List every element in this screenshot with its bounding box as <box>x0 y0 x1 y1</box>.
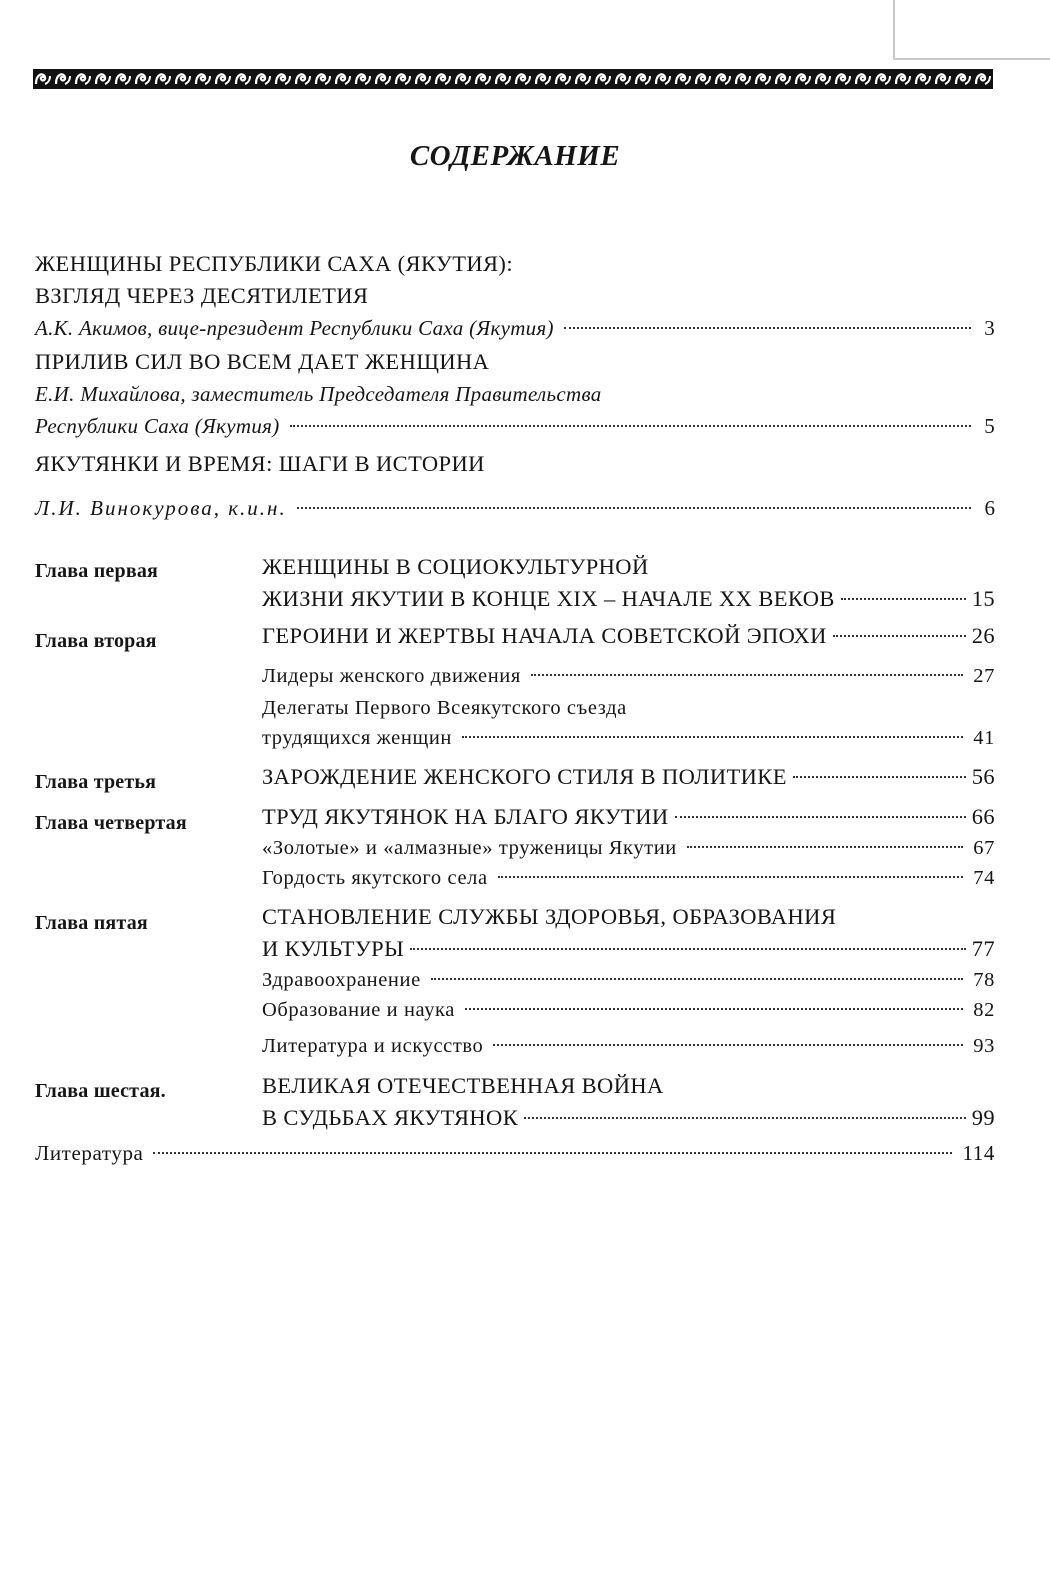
leader-dots <box>493 1044 963 1046</box>
literature-entry <box>35 1138 995 1168</box>
subsection-title: Гордость якутского села <box>262 867 488 889</box>
page-number: 15 <box>971 586 995 611</box>
author-line <box>35 410 995 442</box>
leader-dots <box>675 816 966 818</box>
leader-dots <box>465 1008 963 1010</box>
leader-dots <box>531 674 963 676</box>
chapter-title-line <box>262 620 995 652</box>
literature-label: Литература <box>35 1141 144 1165</box>
page-number: 6 <box>984 496 995 520</box>
subsection-title: Лидеры женского движения <box>262 665 521 687</box>
subsection <box>262 863 995 893</box>
subsection-title: Делегаты Первого Всеякутского съезда <box>262 697 627 719</box>
page-number: 78 <box>973 969 995 991</box>
author-line <box>35 312 995 344</box>
page-number: 66 <box>971 804 995 829</box>
subsection-title: «Золотые» и «алмазные» труженицы Якутии <box>262 837 677 859</box>
page-number: 26 <box>971 623 995 648</box>
chapter-title: ВЕЛИКАЯ ОТЕЧЕСТВЕННАЯ ВОЙНА <box>262 1073 664 1098</box>
leader-dots <box>564 327 971 329</box>
author-line <box>35 492 995 524</box>
page-number: 82 <box>973 999 995 1021</box>
leader-dots <box>462 736 963 738</box>
toc-intro-entry <box>35 448 995 524</box>
chapter-entry <box>262 801 995 893</box>
leader-dots <box>524 1117 966 1119</box>
page-number: 67 <box>973 837 995 859</box>
chapter-label: Глава четвертая <box>35 812 187 834</box>
subsection <box>262 965 995 995</box>
leader-dots <box>431 978 964 980</box>
chapter-entry <box>262 761 995 793</box>
chapter-title: ЖЕНЩИНЫ В СОЦИОКУЛЬТУРНОЙ <box>262 554 649 579</box>
chapter-label: Глава шестая. <box>35 1080 166 1102</box>
subsection <box>262 723 995 753</box>
toc-intro-entry <box>35 248 995 344</box>
chapter-title: ЗАРОЖДЕНИЕ ЖЕНСКОГО СТИЛЯ В ПОЛИТИКЕ <box>262 764 787 789</box>
page-number: 99 <box>971 1105 995 1130</box>
chapter-entry <box>262 620 995 753</box>
page-number: 77 <box>971 936 995 961</box>
leader-dots <box>153 1152 952 1154</box>
leader-dots <box>498 876 964 878</box>
subsection <box>262 833 995 863</box>
library-stamp <box>893 0 1050 60</box>
entry-heading: ЖЕНЩИНЫ РЕСПУБЛИКИ САХА (ЯКУТИЯ): <box>35 251 513 276</box>
author-text: Республики Саха (Якутия) <box>35 414 280 438</box>
page-number: 74 <box>973 867 995 889</box>
chapter-label: Глава пятая <box>35 912 148 934</box>
chapter-title: И КУЛЬТУРЫ <box>262 936 405 961</box>
entry-heading: ПРИЛИВ СИЛ ВО ВСЕМ ДАЕТ ЖЕНЩИНА <box>35 349 490 374</box>
chapter-title-line <box>262 933 995 965</box>
subsection-title: трудящихся женщин <box>262 727 452 749</box>
subsection <box>262 661 995 691</box>
leader-dots <box>290 425 971 427</box>
page-number: 114 <box>962 1141 995 1165</box>
author-text: Е.И. Михайлова, заместитель Председателя Правительства <box>35 382 602 406</box>
chapter-label: Глава первая <box>35 560 159 582</box>
leader-dots <box>833 635 966 637</box>
subsection <box>262 995 995 1025</box>
chapter-entry <box>262 551 995 615</box>
subsection <box>262 1031 995 1061</box>
chapter-title: ГЕРОИНИ И ЖЕРТВЫ НАЧАЛА СОВЕТСКОЙ ЭПОХИ <box>262 623 827 648</box>
subsection-title: Здравоохранение <box>262 969 421 991</box>
leader-dots <box>297 507 971 509</box>
ornamental-border <box>33 68 993 90</box>
page-number: 27 <box>973 665 995 687</box>
chapter-label: Глава третья <box>35 771 157 793</box>
chapter-title: ТРУД ЯКУТЯНОК НА БЛАГО ЯКУТИИ <box>262 804 669 829</box>
toc-intro-entry <box>35 346 995 442</box>
page-number: 3 <box>984 316 995 340</box>
leader-dots <box>793 776 966 778</box>
chapter-entry <box>262 901 995 1061</box>
author-text: А.К. Акимов, вице-президент Республики Саха (Якутия) <box>35 316 554 340</box>
page-title: СОДЕРЖАНИЕ <box>409 140 621 172</box>
page-number: 93 <box>973 1035 995 1057</box>
leader-dots <box>687 846 963 848</box>
entry-heading: ЯКУТЯНКИ И ВРЕМЯ: ШАГИ В ИСТОРИИ <box>35 451 485 476</box>
chapter-title-line <box>262 583 995 615</box>
chapter-title-line <box>262 1102 995 1134</box>
chapter-title: СТАНОВЛЕНИЕ СЛУЖБЫ ЗДОРОВЬЯ, ОБРАЗОВАНИЯ <box>262 904 837 929</box>
entry-heading: ВЗГЛЯД ЧЕРЕЗ ДЕСЯТИЛЕТИЯ <box>35 283 369 308</box>
author-text: Л.И. Винокурова, к.и.н. <box>35 496 287 520</box>
chapter-title: В СУДЬБАХ ЯКУТЯНОК <box>262 1105 519 1130</box>
chapter-title: ЖИЗНИ ЯКУТИИ В КОНЦЕ XIX – НАЧАЛЕ XX ВЕКОВ <box>262 586 835 611</box>
page-number: 41 <box>973 727 995 749</box>
chapter-title-line <box>262 761 995 793</box>
leader-dots <box>841 598 966 600</box>
chapter-label: Глава вторая <box>35 630 157 652</box>
chapter-entry <box>262 1070 995 1134</box>
subsection-title: Литература и искусство <box>262 1035 484 1057</box>
page-number: 5 <box>984 414 995 438</box>
chapter-title-line <box>262 801 995 833</box>
leader-dots <box>410 948 966 950</box>
subsection-title: Образование и наука <box>262 999 456 1021</box>
page-number: 56 <box>971 764 995 789</box>
